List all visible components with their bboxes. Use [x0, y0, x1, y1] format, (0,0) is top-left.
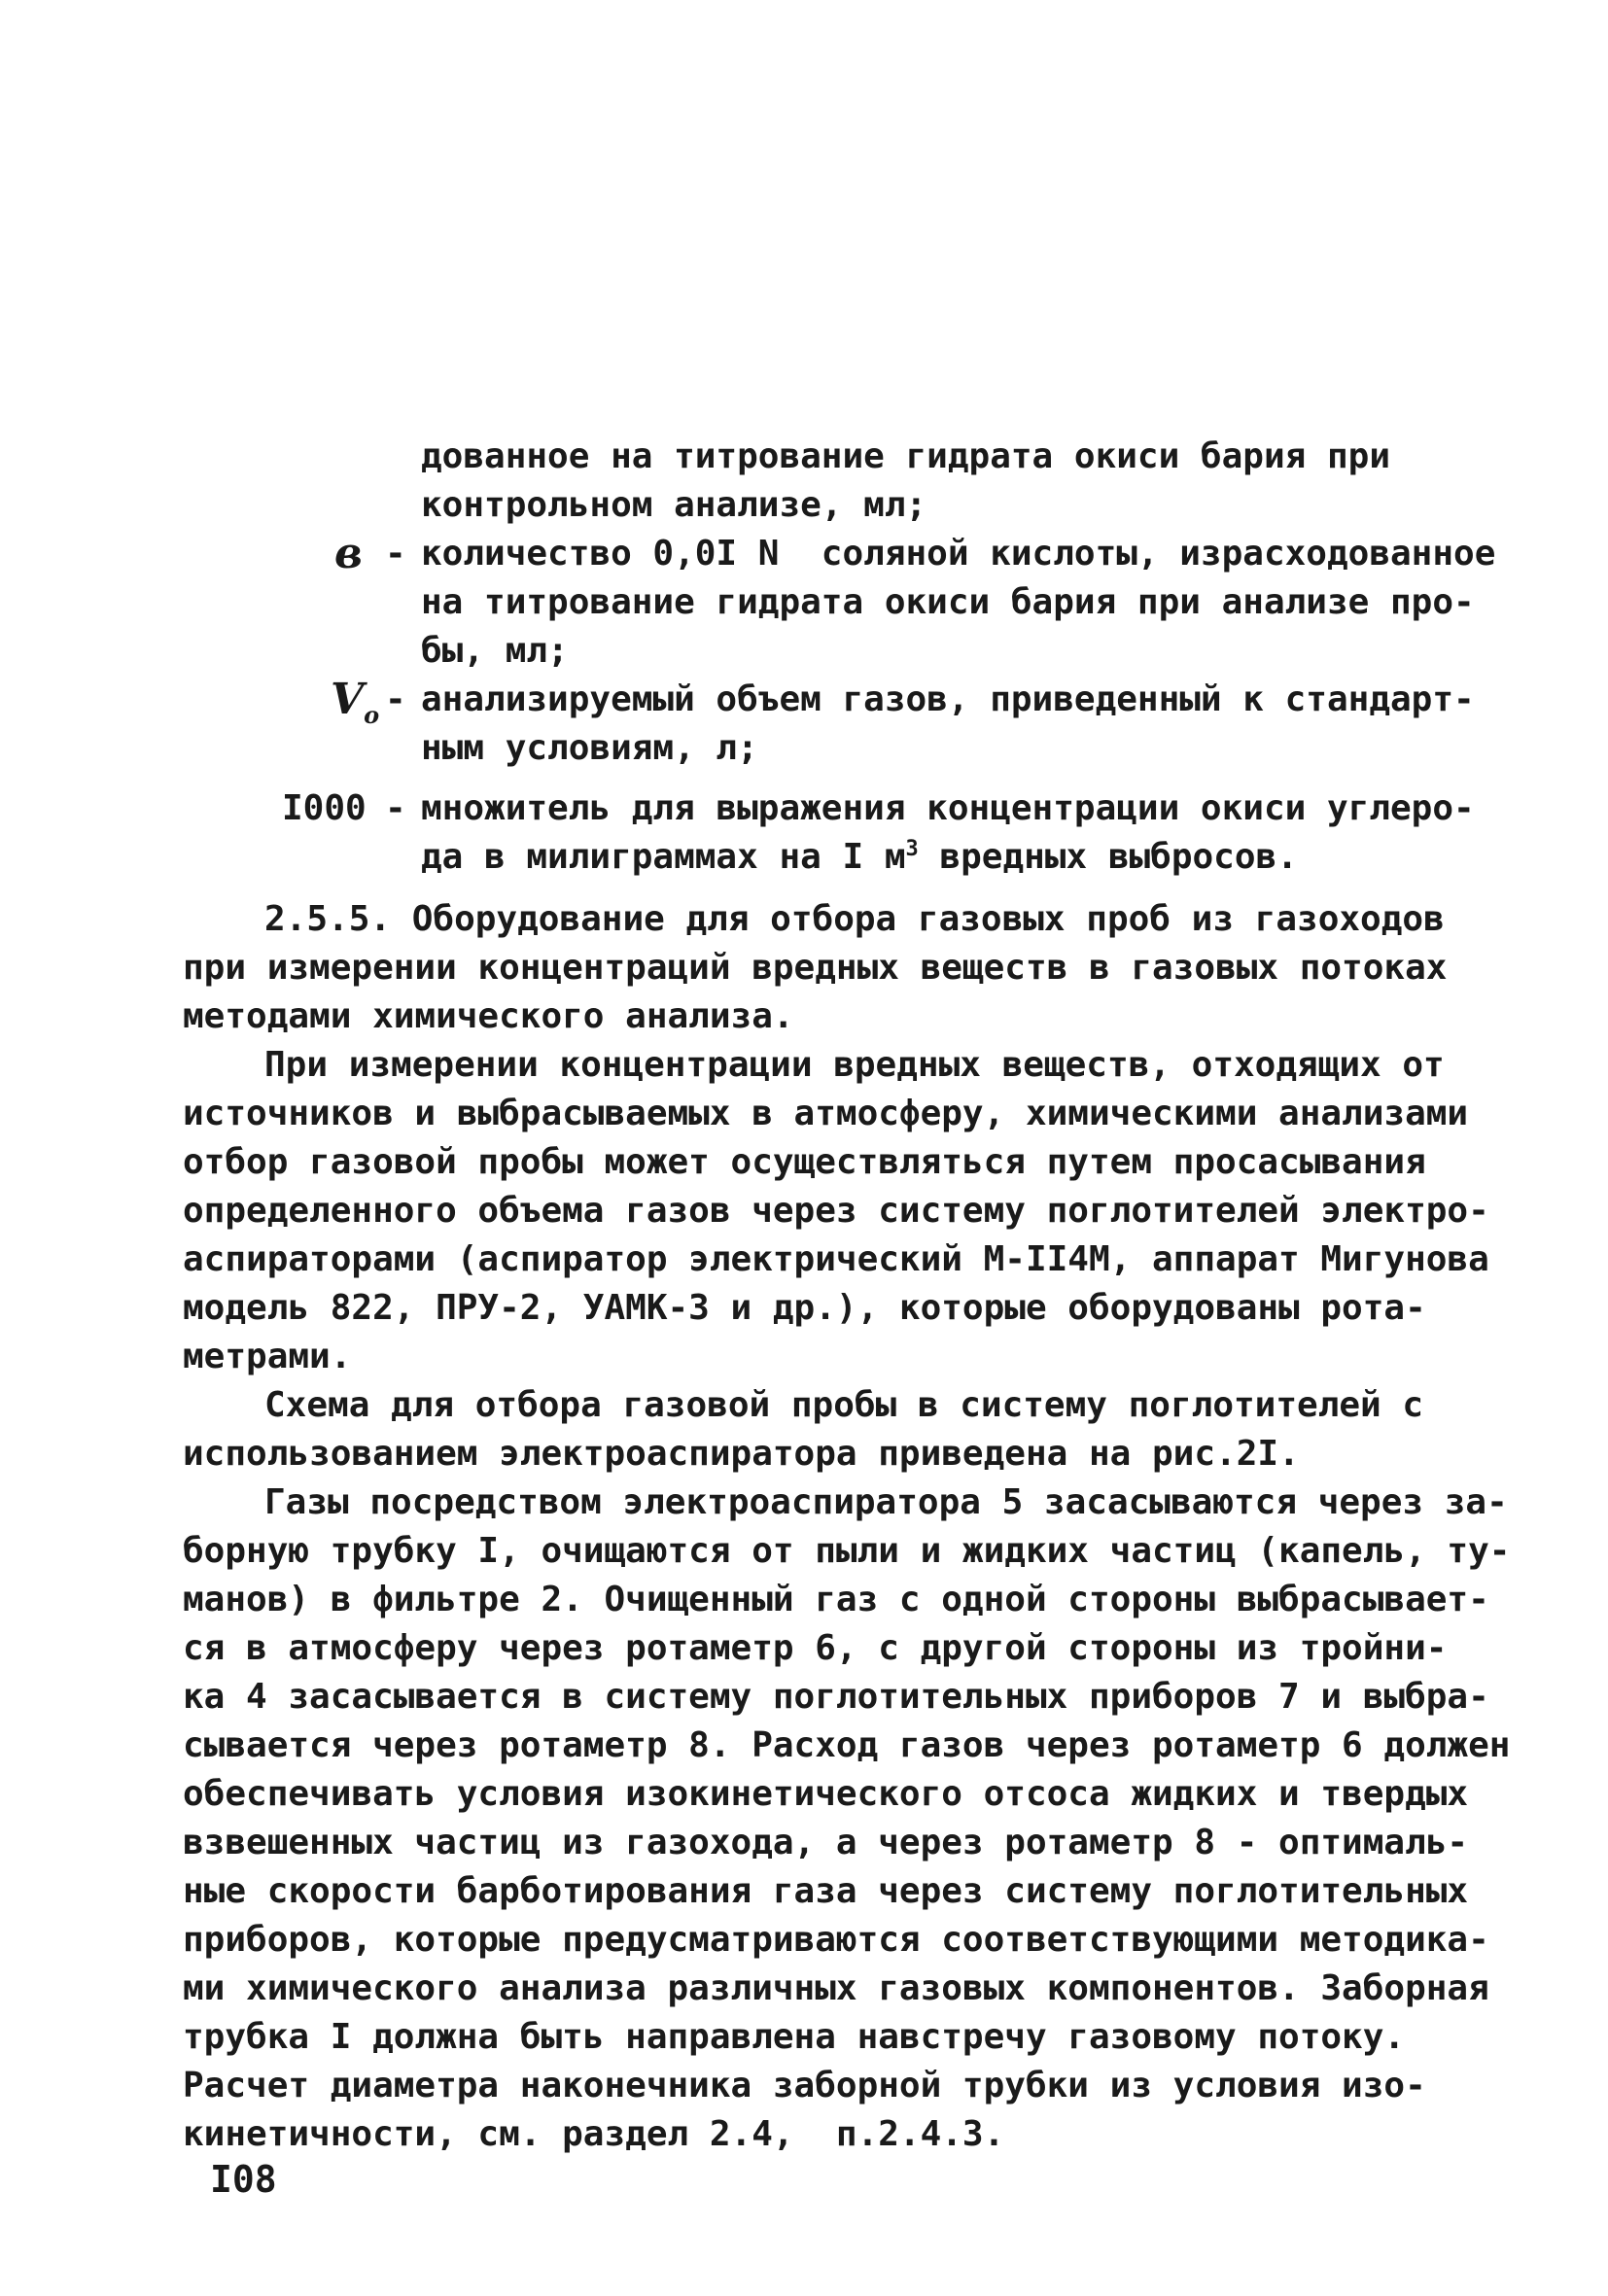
section-255-line-3: методами химического анализа. [183, 996, 794, 1036]
variable-v0-subscript: o [364, 700, 380, 729]
paragraph-2-line-2: источников и выбрасываемых в атмосферу, химическими анализами [183, 1094, 1469, 1133]
paragraph-4-line-8: взвешенных частиц из газохода, а через ротаметр 8 - оптималь- [183, 1823, 1469, 1862]
definition-b-line-1: количество 0,0I N соляной кислоты, израсходованное [421, 534, 1496, 574]
definition-a-continued-line-1: дованное на титрование гидрата окиси бария при [421, 436, 1390, 476]
definition-b-line-3: бы, мл; [421, 631, 569, 671]
paragraph-2-line-4: определенного объема газов через систему поглотителей электро- [183, 1191, 1489, 1231]
paragraph-4-line-6: сывается через ротаметр 8. Расход газов через ротаметр 6 должен [183, 1725, 1511, 1765]
paragraph-2-line-6: модель 822, ПРУ-2, УАМК-3 и др.), которые оборудованы рота- [183, 1288, 1426, 1328]
paragraph-3-line-1: Схема для отбора газовой пробы в систему поглотителей с [264, 1385, 1424, 1425]
definition-k-line-2a: да в милиграммах на I м [421, 837, 906, 877]
multiplier-label: I000 [282, 788, 367, 828]
paragraph-4-line-2: борную трубку I, очищаются от пыли и жидких частиц (капель, ту- [183, 1531, 1511, 1571]
definition-k-line-2b: вредных выбросов. [918, 837, 1298, 877]
paragraph-2-line-7: метрами. [183, 1337, 352, 1376]
definition-v-line-1: анализируемый объем газов, приведенный к стандарт- [421, 679, 1475, 719]
paragraph-2-line-5: аспираторами (аспиратор электрический М-II4М, аппарат Мигунова [183, 1239, 1489, 1279]
definition-b-dash: - [385, 534, 406, 574]
paragraph-4-line-9: ные скорости барботирования газа через систему поглотительных [183, 1871, 1469, 1911]
variable-v0-letter: V [331, 675, 365, 724]
definition-a-continued-line-2: контрольном анализе, мл; [421, 485, 927, 525]
definition-b-line-2: на титрование гидрата окиси бария при анализе про- [421, 582, 1475, 622]
paragraph-4-line-12: трубка I должна быть направлена навстречу газовому потоку. [183, 2017, 1406, 2057]
definition-k-line-2 [421, 834, 1298, 881]
paragraph-4-line-14: кинетичности, см. раздел 2.4, п.2.4.3. [183, 2114, 1005, 2154]
cubic-superscript: 3 [905, 837, 919, 861]
section-255-line-1: 2.5.5. Оборудование для отбора газовых проб из газоходов [264, 899, 1445, 939]
paragraph-3-line-2: использованием электроаспиратора приведена на рис.2I. [183, 1434, 1300, 1474]
section-255-line-2: при измерении концентраций вредных веществ в газовых потоках [183, 948, 1448, 988]
paragraph-2-line-3: отбор газовой пробы может осуществляться путем просасывания [183, 1142, 1426, 1182]
definition-v-dash: - [385, 679, 406, 719]
paragraph-2-line-1: При измерении концентрации вредных веществ, отходящих от [264, 1045, 1445, 1085]
page-number: I08 [210, 2158, 277, 2201]
paragraph-4-line-4: ся в атмосферу через ротаметр 6, с другой стороны из тройни- [183, 1628, 1448, 1668]
paragraph-4-line-5: ка 4 засасывается в систему поглотительных приборов 7 и выбра- [183, 1677, 1489, 1717]
paragraph-4-line-10: приборов, которые предусматриваются соответствующими методика- [183, 1920, 1489, 1960]
definition-v-line-2: ным условиям, л; [421, 728, 758, 768]
paragraph-4-line-11: ми химического анализа различных газовых компонентов. Заборная [183, 1968, 1489, 2008]
paragraph-4-line-7: обеспечивать условия изокинетического отсоса жидких и твердых [183, 1774, 1469, 1814]
variable-v0-symbol [331, 677, 379, 739]
paragraph-4-line-13: Расчет диаметра наконечника заборной трубки из условия изо- [183, 2066, 1426, 2105]
paragraph-4-line-1: Газы посредством электроаспиратора 5 засасываются через за- [264, 1482, 1508, 1522]
variable-b-symbol: в [334, 529, 363, 578]
paragraph-4-line-3: манов) в фильтре 2. Очищенный газ с одной стороны выбрасывает- [183, 1580, 1489, 1619]
definition-k-dash: - [385, 788, 406, 828]
definition-k-line-1: множитель для выражения концентрации окиси углеро- [421, 788, 1475, 828]
